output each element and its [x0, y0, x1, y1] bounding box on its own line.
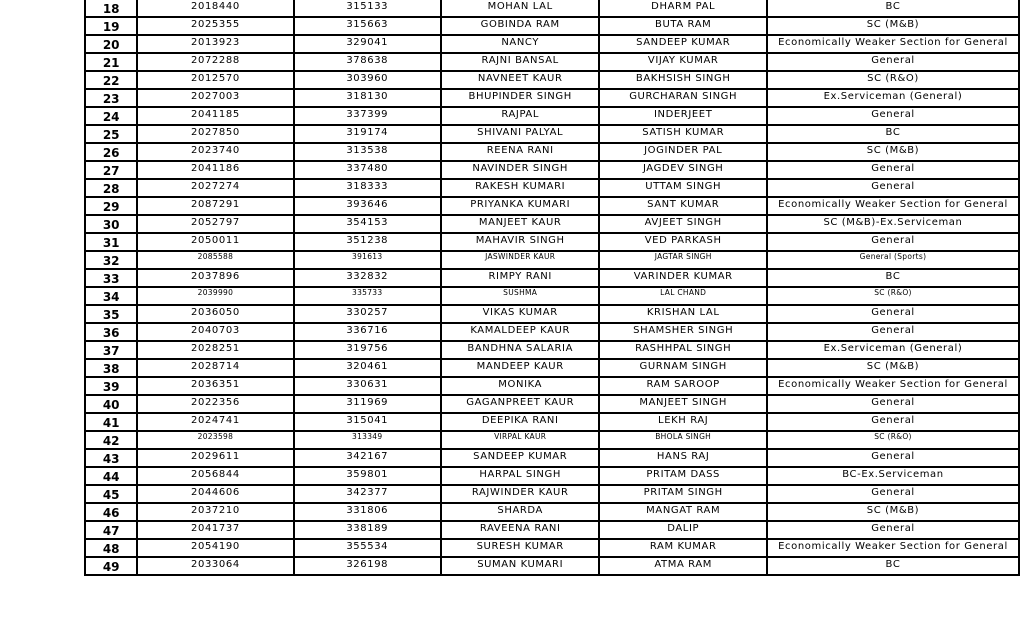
candidate-name-cell: MONIKA	[441, 377, 599, 395]
category-cell: General	[767, 53, 1019, 71]
category-cell: Economically Weaker Section for General	[767, 197, 1019, 215]
table-row	[85, 143, 1019, 161]
application-number-cell: 354153	[294, 215, 441, 233]
table-row	[85, 179, 1019, 197]
table-row	[85, 521, 1019, 539]
category-cell: SC (M&B)	[767, 503, 1019, 521]
father-name-cell: RAM SAROOP	[599, 377, 767, 395]
roll-number-cell: 2036050	[137, 305, 293, 323]
roll-number-cell: 2036351	[137, 377, 293, 395]
father-name-cell: GURCHARAN SINGH	[599, 89, 767, 107]
application-number-cell: 391613	[294, 251, 441, 269]
roll-number-cell: 2056844	[137, 467, 293, 485]
roll-number-cell: 2037210	[137, 503, 293, 521]
merit-list-body	[85, 0, 1019, 575]
category-cell: BC-Ex.Serviceman	[767, 467, 1019, 485]
candidate-name-cell: VIRPAL KAUR	[441, 431, 599, 449]
roll-number-cell: 2039990	[137, 287, 293, 305]
father-name-cell: GURNAM SINGH	[599, 359, 767, 377]
application-number-cell: 335733	[294, 287, 441, 305]
serial-number-cell: 41	[85, 413, 137, 431]
category-cell: General	[767, 413, 1019, 431]
serial-number-cell: 30	[85, 215, 137, 233]
roll-number-cell: 2027850	[137, 125, 293, 143]
category-cell: General	[767, 179, 1019, 197]
serial-number-cell: 19	[85, 17, 137, 35]
merit-list-table	[84, 0, 1020, 576]
category-cell: General (Sports)	[767, 251, 1019, 269]
roll-number-cell: 2023740	[137, 143, 293, 161]
category-cell: General	[767, 521, 1019, 539]
application-number-cell: 331806	[294, 503, 441, 521]
serial-number-cell: 38	[85, 359, 137, 377]
serial-number-cell: 45	[85, 485, 137, 503]
father-name-cell: MANJEET SINGH	[599, 395, 767, 413]
application-number-cell: 359801	[294, 467, 441, 485]
application-number-cell: 315663	[294, 17, 441, 35]
candidate-name-cell: BANDHNA SALARIA	[441, 341, 599, 359]
candidate-name-cell: DEEPIKA RANI	[441, 413, 599, 431]
table-row	[85, 17, 1019, 35]
serial-number-cell: 49	[85, 557, 137, 575]
application-number-cell: 337480	[294, 161, 441, 179]
application-number-cell: 393646	[294, 197, 441, 215]
candidate-name-cell: SUSHMA	[441, 287, 599, 305]
father-name-cell: SHAMSHER SINGH	[599, 323, 767, 341]
candidate-name-cell: RAKESH KUMARI	[441, 179, 599, 197]
table-row	[85, 161, 1019, 179]
table-row	[85, 233, 1019, 251]
father-name-cell: BAKHSISH SINGH	[599, 71, 767, 89]
application-number-cell: 319756	[294, 341, 441, 359]
table-row	[85, 557, 1019, 575]
application-number-cell: 337399	[294, 107, 441, 125]
father-name-cell: BUTA RAM	[599, 17, 767, 35]
father-name-cell: RAM KUMAR	[599, 539, 767, 557]
application-number-cell: 378638	[294, 53, 441, 71]
father-name-cell: RASHHPAL SINGH	[599, 341, 767, 359]
father-name-cell: INDERJEET	[599, 107, 767, 125]
category-cell: BC	[767, 125, 1019, 143]
table-row	[85, 215, 1019, 233]
roll-number-cell: 2012570	[137, 71, 293, 89]
category-cell: SC (M&B)	[767, 17, 1019, 35]
father-name-cell: JAGTAR SINGH	[599, 251, 767, 269]
roll-number-cell: 2033064	[137, 557, 293, 575]
table-row	[85, 0, 1019, 17]
category-cell: General	[767, 161, 1019, 179]
father-name-cell: HANS RAJ	[599, 449, 767, 467]
candidate-name-cell: RAJNI BANSAL	[441, 53, 599, 71]
roll-number-cell: 2050011	[137, 233, 293, 251]
table-row	[85, 35, 1019, 53]
serial-number-cell: 27	[85, 161, 137, 179]
candidate-name-cell: NANCY	[441, 35, 599, 53]
serial-number-cell: 18	[85, 0, 137, 17]
category-cell: SC (M&B)	[767, 143, 1019, 161]
category-cell: BC	[767, 269, 1019, 287]
serial-number-cell: 20	[85, 35, 137, 53]
table-row	[85, 413, 1019, 431]
candidate-name-cell: BHUPINDER SINGH	[441, 89, 599, 107]
application-number-cell: 315133	[294, 0, 441, 17]
table-row	[85, 467, 1019, 485]
roll-number-cell: 2052797	[137, 215, 293, 233]
application-number-cell: 320461	[294, 359, 441, 377]
serial-number-cell: 29	[85, 197, 137, 215]
serial-number-cell: 24	[85, 107, 137, 125]
father-name-cell: KRISHAN LAL	[599, 305, 767, 323]
table-row	[85, 125, 1019, 143]
father-name-cell: SANDEEP KUMAR	[599, 35, 767, 53]
category-cell: BC	[767, 0, 1019, 17]
serial-number-cell: 40	[85, 395, 137, 413]
application-number-cell: 355534	[294, 539, 441, 557]
candidate-name-cell: RAJPAL	[441, 107, 599, 125]
table-row	[85, 287, 1019, 305]
table-row	[85, 53, 1019, 71]
application-number-cell: 311969	[294, 395, 441, 413]
category-cell: General	[767, 233, 1019, 251]
application-number-cell: 342377	[294, 485, 441, 503]
father-name-cell: VIJAY KUMAR	[599, 53, 767, 71]
roll-number-cell: 2087291	[137, 197, 293, 215]
father-name-cell: MANGAT RAM	[599, 503, 767, 521]
application-number-cell: 351238	[294, 233, 441, 251]
serial-number-cell: 42	[85, 431, 137, 449]
table-row	[85, 269, 1019, 287]
father-name-cell: JAGDEV SINGH	[599, 161, 767, 179]
category-cell: SC (R&O)	[767, 431, 1019, 449]
category-cell: General	[767, 305, 1019, 323]
roll-number-cell: 2028251	[137, 341, 293, 359]
candidate-name-cell: PRIYANKA KUMARI	[441, 197, 599, 215]
candidate-name-cell: GOBINDA RAM	[441, 17, 599, 35]
table-row	[85, 107, 1019, 125]
roll-number-cell: 2029611	[137, 449, 293, 467]
table-row	[85, 251, 1019, 269]
serial-number-cell: 26	[85, 143, 137, 161]
table-row	[85, 503, 1019, 521]
serial-number-cell: 36	[85, 323, 137, 341]
category-cell: SC (R&O)	[767, 71, 1019, 89]
serial-number-cell: 43	[85, 449, 137, 467]
serial-number-cell: 35	[85, 305, 137, 323]
serial-number-cell: 25	[85, 125, 137, 143]
serial-number-cell: 21	[85, 53, 137, 71]
candidate-name-cell: SURESH KUMAR	[441, 539, 599, 557]
father-name-cell: UTTAM SINGH	[599, 179, 767, 197]
serial-number-cell: 22	[85, 71, 137, 89]
serial-number-cell: 32	[85, 251, 137, 269]
roll-number-cell: 2041737	[137, 521, 293, 539]
father-name-cell: AVJEET SINGH	[599, 215, 767, 233]
table-row	[85, 539, 1019, 557]
application-number-cell: 303960	[294, 71, 441, 89]
table-row	[85, 395, 1019, 413]
roll-number-cell: 2072288	[137, 53, 293, 71]
table-row	[85, 449, 1019, 467]
candidate-name-cell: GAGANPREET KAUR	[441, 395, 599, 413]
category-cell: BC	[767, 557, 1019, 575]
candidate-name-cell: MANDEEP KAUR	[441, 359, 599, 377]
father-name-cell: DHARM PAL	[599, 0, 767, 17]
roll-number-cell: 2027003	[137, 89, 293, 107]
roll-number-cell: 2027274	[137, 179, 293, 197]
application-number-cell: 336716	[294, 323, 441, 341]
application-number-cell: 330631	[294, 377, 441, 395]
serial-number-cell: 37	[85, 341, 137, 359]
application-number-cell: 329041	[294, 35, 441, 53]
category-cell: General	[767, 449, 1019, 467]
category-cell: Economically Weaker Section for General	[767, 35, 1019, 53]
table-row	[85, 359, 1019, 377]
candidate-name-cell: RIMPY RANI	[441, 269, 599, 287]
candidate-name-cell: VIKAS KUMAR	[441, 305, 599, 323]
table-row	[85, 197, 1019, 215]
application-number-cell: 332832	[294, 269, 441, 287]
roll-number-cell: 2037896	[137, 269, 293, 287]
candidate-name-cell: JASWINDER KAUR	[441, 251, 599, 269]
candidate-name-cell: MANJEET KAUR	[441, 215, 599, 233]
category-cell: Ex.Serviceman (General)	[767, 89, 1019, 107]
candidate-name-cell: KAMALDEEP KAUR	[441, 323, 599, 341]
serial-number-cell: 48	[85, 539, 137, 557]
candidate-name-cell: SHARDA	[441, 503, 599, 521]
father-name-cell: PRITAM SINGH	[599, 485, 767, 503]
candidate-name-cell: RAVEENA RANI	[441, 521, 599, 539]
table-row	[85, 305, 1019, 323]
father-name-cell: DALIP	[599, 521, 767, 539]
serial-number-cell: 44	[85, 467, 137, 485]
serial-number-cell: 47	[85, 521, 137, 539]
serial-number-cell: 34	[85, 287, 137, 305]
candidate-name-cell: HARPAL SINGH	[441, 467, 599, 485]
father-name-cell: JOGINDER PAL	[599, 143, 767, 161]
roll-number-cell: 2040703	[137, 323, 293, 341]
candidate-name-cell: SANDEEP KUMAR	[441, 449, 599, 467]
table-row	[85, 485, 1019, 503]
roll-number-cell: 2085588	[137, 251, 293, 269]
candidate-name-cell: RAJWINDER KAUR	[441, 485, 599, 503]
father-name-cell: LAL CHAND	[599, 287, 767, 305]
father-name-cell: BHOLA SINGH	[599, 431, 767, 449]
serial-number-cell: 23	[85, 89, 137, 107]
application-number-cell: 338189	[294, 521, 441, 539]
father-name-cell: VARINDER KUMAR	[599, 269, 767, 287]
application-number-cell: 318130	[294, 89, 441, 107]
roll-number-cell: 2041185	[137, 107, 293, 125]
father-name-cell: LEKH RAJ	[599, 413, 767, 431]
category-cell: Economically Weaker Section for General	[767, 539, 1019, 557]
serial-number-cell: 31	[85, 233, 137, 251]
father-name-cell: SATISH KUMAR	[599, 125, 767, 143]
application-number-cell: 342167	[294, 449, 441, 467]
category-cell: Ex.Serviceman (General)	[767, 341, 1019, 359]
roll-number-cell: 2024741	[137, 413, 293, 431]
table-row	[85, 431, 1019, 449]
father-name-cell: PRITAM DASS	[599, 467, 767, 485]
candidate-name-cell: SHIVANI PALYAL	[441, 125, 599, 143]
table-row	[85, 71, 1019, 89]
application-number-cell: 315041	[294, 413, 441, 431]
table-row	[85, 341, 1019, 359]
application-number-cell: 326198	[294, 557, 441, 575]
table-row	[85, 89, 1019, 107]
application-number-cell: 313538	[294, 143, 441, 161]
roll-number-cell: 2041186	[137, 161, 293, 179]
category-cell: SC (M&B)	[767, 359, 1019, 377]
candidate-name-cell: MAHAVIR SINGH	[441, 233, 599, 251]
serial-number-cell: 28	[85, 179, 137, 197]
roll-number-cell: 2044606	[137, 485, 293, 503]
candidate-name-cell: NAVINDER SINGH	[441, 161, 599, 179]
category-cell: SC (R&O)	[767, 287, 1019, 305]
roll-number-cell: 2054190	[137, 539, 293, 557]
roll-number-cell: 2023598	[137, 431, 293, 449]
category-cell: General	[767, 395, 1019, 413]
roll-number-cell: 2013923	[137, 35, 293, 53]
category-cell: General	[767, 323, 1019, 341]
serial-number-cell: 39	[85, 377, 137, 395]
roll-number-cell: 2022356	[137, 395, 293, 413]
candidate-name-cell: REENA RANI	[441, 143, 599, 161]
roll-number-cell: 2018440	[137, 0, 293, 17]
category-cell: Economically Weaker Section for General	[767, 377, 1019, 395]
serial-number-cell: 46	[85, 503, 137, 521]
candidate-name-cell: SUMAN KUMARI	[441, 557, 599, 575]
father-name-cell: SANT KUMAR	[599, 197, 767, 215]
serial-number-cell: 33	[85, 269, 137, 287]
category-cell: SC (M&B)-Ex.Serviceman	[767, 215, 1019, 233]
candidate-name-cell: MOHAN LAL	[441, 0, 599, 17]
candidate-name-cell: NAVNEET KAUR	[441, 71, 599, 89]
father-name-cell: VED PARKASH	[599, 233, 767, 251]
roll-number-cell: 2025355	[137, 17, 293, 35]
application-number-cell: 313349	[294, 431, 441, 449]
table-row	[85, 377, 1019, 395]
application-number-cell: 319174	[294, 125, 441, 143]
table-row	[85, 323, 1019, 341]
category-cell: General	[767, 107, 1019, 125]
roll-number-cell: 2028714	[137, 359, 293, 377]
category-cell: General	[767, 485, 1019, 503]
application-number-cell: 318333	[294, 179, 441, 197]
application-number-cell: 330257	[294, 305, 441, 323]
father-name-cell: ATMA RAM	[599, 557, 767, 575]
